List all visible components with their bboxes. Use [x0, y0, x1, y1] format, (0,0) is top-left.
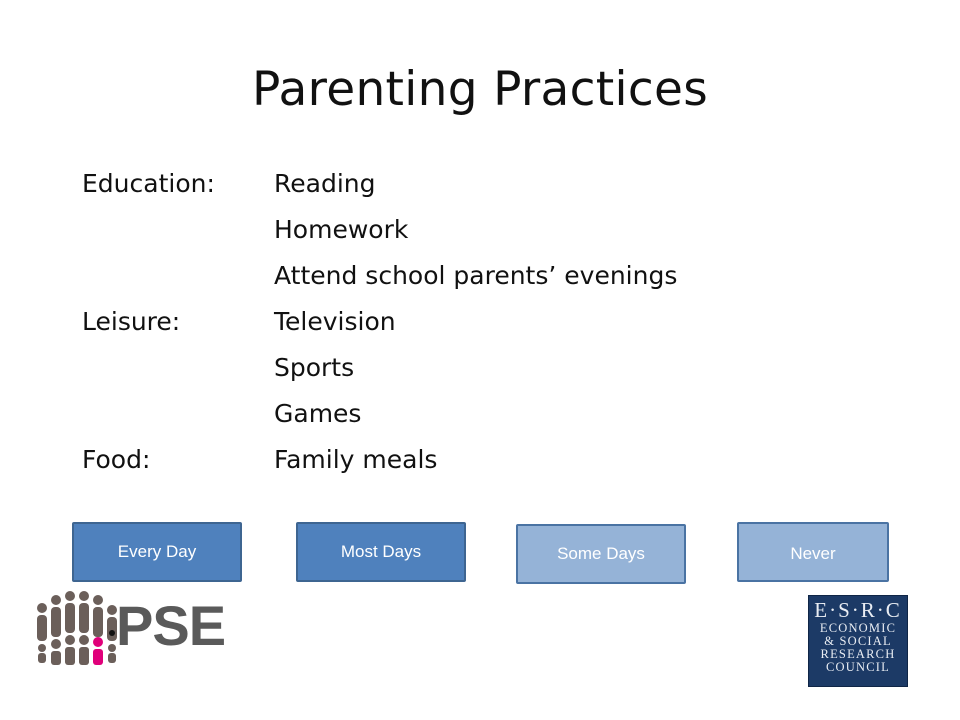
practice-list [82, 160, 862, 482]
category-label: Leisure: [82, 306, 181, 336]
every-day-button[interactable]: Every Day [72, 522, 242, 582]
practice-item: Homework [274, 214, 409, 244]
practice-item: Attend school parents’ evenings [274, 260, 678, 290]
esrc-logo-title: E·S·R·C [814, 598, 902, 622]
list-row [82, 344, 862, 390]
esrc-logo-line: RESEARCH [820, 647, 896, 661]
list-row [82, 206, 862, 252]
esrc-logo-line: COUNCIL [826, 660, 890, 674]
practice-item: Sports [274, 352, 355, 382]
list-row [82, 390, 862, 436]
esrc-logo-line: & SOCIAL [824, 634, 892, 648]
slide-title: Parenting Practices [252, 62, 708, 117]
esrc-logo [808, 595, 908, 687]
category-label: Food: [82, 444, 151, 474]
practice-item: Television [274, 306, 396, 336]
list-row [82, 252, 862, 298]
some-days-button[interactable]: Some Days [516, 524, 686, 584]
list-row [82, 298, 862, 344]
practice-item: Family meals [274, 444, 438, 474]
practice-item: Reading [274, 168, 376, 198]
most-days-button[interactable]: Most Days [296, 522, 466, 582]
esrc-logo-line: ECONOMIC [819, 621, 897, 635]
list-row [82, 436, 862, 482]
pse-logo-text: PSE [116, 594, 226, 657]
list-row [82, 160, 862, 206]
practice-item: Games [274, 398, 362, 428]
never-button[interactable]: Never [737, 522, 889, 582]
category-label: Education: [82, 168, 215, 198]
